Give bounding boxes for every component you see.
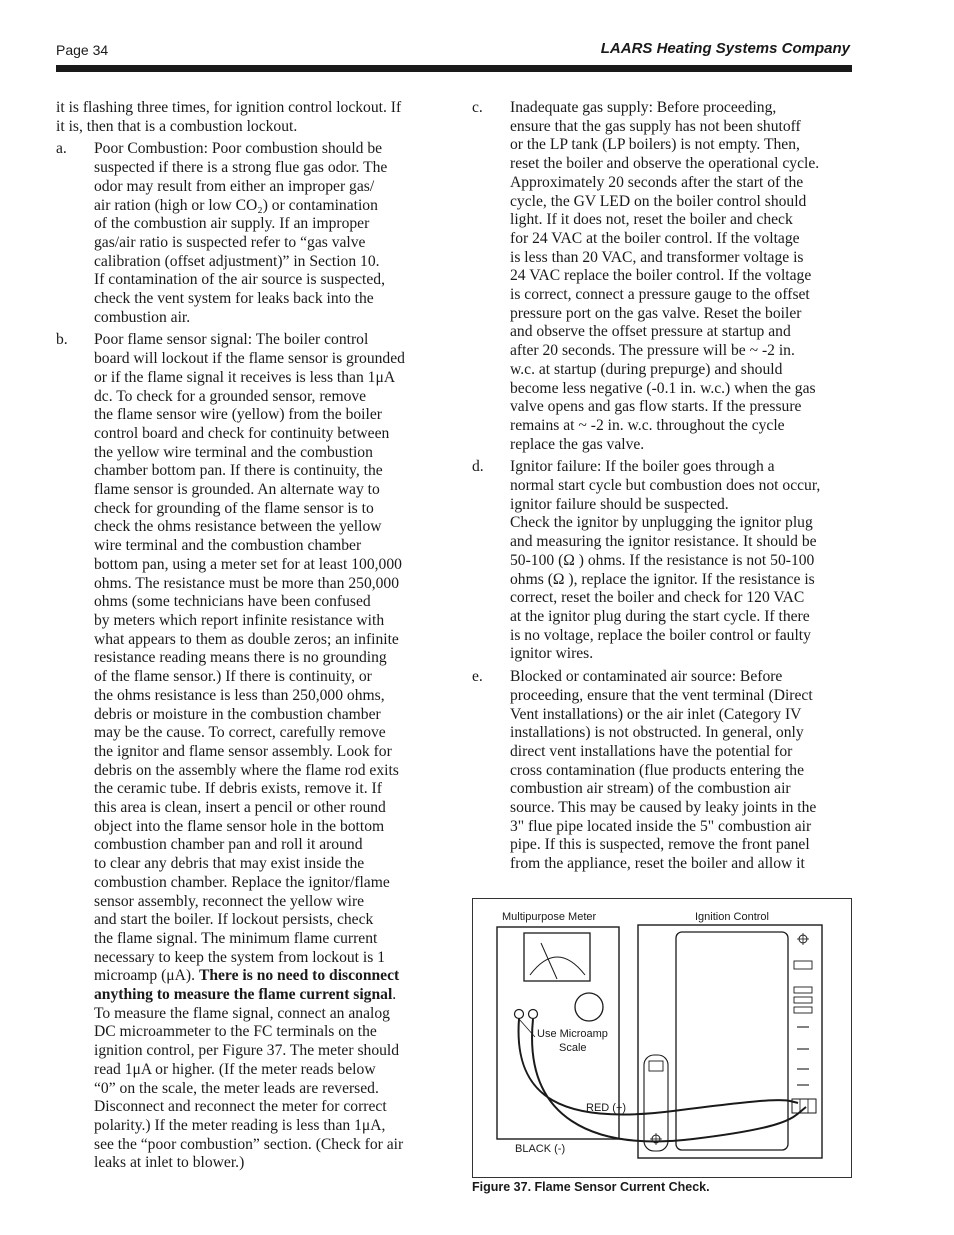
- black-lead-label: BLACK (-): [515, 1143, 566, 1155]
- text-line: sensor assembly, reconnect the yellow wire: [94, 892, 365, 910]
- text-line: Poor flame sensor signal: The boiler control: [94, 331, 369, 349]
- text-line: is less than 20 VAC, and transformer voltage is: [510, 248, 804, 266]
- text-line: this area is clean, insert a pencil or other round: [94, 799, 386, 817]
- page-number: Page 34: [56, 42, 109, 58]
- text-line: combustion air stream) of the combustion air: [510, 780, 791, 798]
- text-line: of the flame sensor.) If there is continuity, or: [94, 668, 372, 686]
- bold-note: anything to measure the flame current signal: [94, 986, 393, 1004]
- text-line: leaks at inlet to blower.): [94, 1154, 245, 1172]
- text-line: pressure port on the gas valve. Reset the boiler: [510, 304, 802, 322]
- text-line: ohms. The resistance must be more than 250,000: [94, 574, 400, 592]
- text-line: gas/air ratio is suspected refer to “gas valve: [94, 233, 366, 251]
- text-line: reset the boiler and observe the operational cycle.: [510, 155, 820, 173]
- text-line: flame sensor is grounded. An alternate way to: [94, 481, 380, 499]
- text-line: ignitor failure should be suspected.: [510, 495, 729, 513]
- text-line: normal start cycle but combustion does not occur,: [510, 477, 821, 495]
- figure-caption: Figure 37. Flame Sensor Current Check.: [472, 1180, 710, 1194]
- text-line: odor may result from either an improper gas/: [94, 177, 375, 195]
- meter-jack-black: [529, 1010, 538, 1019]
- figure-37-flame-sensor-current-check: [472, 898, 852, 1178]
- item-d-ignitor-failure: [472, 458, 854, 664]
- text-line: of the combustion air supply. If an improper: [94, 215, 370, 233]
- text-line: for 24 VAC at the boiler control. If the voltage: [510, 229, 800, 247]
- text-line: by meters which report infinite resistance with: [94, 611, 385, 629]
- text-line: resistance reading means there is no grounding: [94, 649, 387, 667]
- text-line: after 20 seconds. The pressure will be ~ -2 in.: [510, 342, 795, 360]
- text-line: “0” on the scale, the meter leads are reversed.: [94, 1079, 379, 1097]
- text-line: wire terminal and the combustion chamber: [94, 537, 362, 555]
- control-label: Ignition Control: [695, 911, 769, 923]
- red-lead-label: RED (+): [586, 1102, 627, 1114]
- intro-paragraph: [56, 99, 440, 136]
- meter-scale-arc: [530, 957, 585, 975]
- bold-note: There is no need to disconnect: [198, 967, 400, 985]
- text-line: the ceramic tube. If debris exists, remove it. If: [94, 780, 382, 798]
- text-line: necessary to keep the system from lockout is 1: [94, 948, 386, 966]
- text-line: the yellow wire terminal and the combustion: [94, 443, 373, 461]
- text-line: combustion chamber. Replace the ignitor/flame: [94, 873, 390, 891]
- fc-terminals: [792, 1099, 816, 1113]
- text-line: pipe. If this is suspected, remove the front panel: [510, 836, 810, 854]
- text-line: Ignitor failure: If the boiler goes through a: [510, 458, 775, 476]
- text-line: DC microammeter to the FC terminals on the: [94, 1023, 377, 1041]
- text-line: Blocked or contaminated air source: Before: [510, 668, 783, 686]
- text-line: ignition control, per Figure 37. The meter should: [94, 1042, 400, 1060]
- text-run: .: [392, 986, 397, 1004]
- text-line: light. If it does not, reset the boiler and check: [510, 211, 793, 229]
- terminal-block: [794, 997, 812, 1003]
- text-line: air ration (high or low CO₂) or contamination: [94, 196, 378, 214]
- text-line: remains at ~ -2 in. w.c. throughout the cycle: [510, 416, 785, 434]
- text-line: control board and check for continuity between: [94, 424, 390, 442]
- figure-diagram: [473, 899, 851, 1177]
- text-line: is no voltage, replace the boiler control or faulty: [510, 626, 811, 644]
- text-line: source. This may be caused by leaky joints in the: [510, 799, 817, 817]
- text-line: what appears to them as double zeros; an infinite: [94, 630, 399, 648]
- item-c-inadequate-gas-supply: [472, 99, 854, 454]
- text-line-with-bold: [94, 967, 440, 986]
- meter-needle: [541, 943, 557, 979]
- item-marker: a.: [56, 140, 67, 158]
- text-line: and start the boiler. If lockout persists, check: [94, 911, 374, 929]
- text-line: polarity.) If the meter reading is less than 1μA,: [94, 1116, 386, 1134]
- text-line: debris or moisture in the combustion chamber: [94, 705, 381, 723]
- item-b-poor-flame-sensor-signal: [56, 331, 440, 1173]
- text-line: check for grounding of the flame sensor is to: [94, 499, 374, 517]
- text-line: Vent installations) or the air inlet (Category IV: [510, 705, 802, 723]
- item-marker: d.: [472, 458, 484, 476]
- text-line: suspected if there is a strong flue gas odor. The: [94, 159, 388, 177]
- scale-label-line1: Use Microamp: [537, 1028, 608, 1040]
- text-line: it is, then that is a combustion lockout.: [56, 117, 298, 135]
- text-line: cycle, the GV LED on the boiler control should: [510, 192, 807, 210]
- text-line: chamber bottom pan. If there is continuity, the: [94, 462, 383, 480]
- text-line: the flame signal. The minimum flame current: [94, 929, 378, 947]
- scale-label-line2: Scale: [559, 1042, 587, 1054]
- text-line: bottom pan, using a meter set for at least 100,000: [94, 555, 402, 573]
- text-line: Poor Combustion: Poor combustion should be: [94, 140, 383, 158]
- text-line: combustion chamber pan and roll it around: [94, 836, 363, 854]
- text-line: board will lockout if the flame sensor is grounded: [94, 350, 405, 368]
- meter-label: Multipurpose Meter: [502, 911, 597, 923]
- text-line: the ignitor and flame sensor assembly. Look for: [94, 742, 392, 760]
- item-marker: c.: [472, 99, 483, 116]
- text-line: 24 VAC replace the boiler control. If the voltage: [510, 267, 812, 285]
- text-line: to clear any debris that may exist inside the: [94, 855, 365, 873]
- control-housing: [638, 925, 822, 1158]
- terminal-block: [794, 1007, 812, 1013]
- text-line: ohms (some technicians have been confused: [94, 593, 371, 611]
- text-line-with-bold: [94, 986, 440, 1005]
- company-header: LAARS Heating Systems Company: [600, 40, 850, 57]
- item-a-poor-combustion: [56, 140, 440, 327]
- text-line: at the ignitor plug during the start cycle. If there: [510, 607, 810, 625]
- text-line: see the “poor combustion” section. (Check for air: [94, 1135, 404, 1153]
- text-line: valve opens and gas flow starts. If the pressure: [510, 398, 802, 416]
- text-line: calibration (offset adjustment)” in Section 10.: [94, 252, 380, 270]
- text-line: from the appliance, reset the boiler and allow it: [510, 855, 805, 873]
- text-line: object into the flame sensor hole in the bottom: [94, 817, 385, 835]
- text-line: the flame sensor wire (yellow) from the boiler: [94, 406, 382, 424]
- right-column: [472, 99, 854, 878]
- text-line: or the LP tank (LP boilers) is not empty. Then,: [510, 136, 800, 154]
- text-line: it is flashing three times, for ignition control lockout. If: [56, 99, 402, 116]
- header-rule: [56, 65, 852, 72]
- text-line: and observe the offset pressure at startup and: [510, 323, 791, 341]
- control-led: [649, 1061, 663, 1071]
- text-line: correct, reset the boiler and check for 120 VAC: [510, 589, 805, 607]
- terminal-block: [794, 987, 812, 993]
- text-line: debris on the assembly where the flame rod exits: [94, 761, 399, 779]
- text-line: ignitor wires.: [510, 645, 594, 663]
- terminal-block: [794, 961, 812, 969]
- control-board: [676, 932, 788, 1150]
- text-line: Approximately 20 seconds after the start of the: [510, 173, 804, 191]
- text-line: and measuring the ignitor resistance. It should be: [510, 533, 817, 551]
- text-line: Inadequate gas supply: Before proceeding,: [510, 99, 777, 116]
- text-line: 3" flue pipe located inside the 5" combustion air: [510, 817, 812, 835]
- text-line: w.c. at startup (during prepurge) and should: [510, 360, 783, 378]
- text-line: replace the gas valve.: [510, 435, 645, 453]
- text-line: dc. To check for a grounded sensor, remove: [94, 387, 367, 405]
- text-line: direct vent installations have the potential for: [510, 742, 793, 760]
- text-line: installations) is not obstructed. In general, only: [510, 724, 804, 742]
- text-line: Check the ignitor by unplugging the ignitor plug: [510, 514, 813, 532]
- text-line: If contamination of the air source is suspected,: [94, 271, 385, 289]
- text-line: 50-100 (Ω ) ohms. If the resistance is not 50-100: [510, 551, 815, 569]
- text-line: ensure that the gas supply has not been shutoff: [510, 117, 801, 135]
- text-line: cross contamination (flue products entering the: [510, 761, 805, 779]
- meter-knob-icon: [575, 993, 603, 1021]
- text-line: may be the cause. To correct, carefully remove: [94, 724, 386, 742]
- text-line: combustion air.: [94, 308, 191, 326]
- text-line: ohms (Ω ), replace the ignitor. If the resistance is: [510, 570, 815, 588]
- item-e-blocked-air-source: [472, 668, 854, 874]
- text-run: microamp (μA).: [94, 967, 199, 985]
- meter-jack-red: [515, 1010, 524, 1019]
- left-column: [56, 99, 440, 1177]
- text-line: read 1μA or higher. (If the meter reads below: [94, 1060, 376, 1078]
- text-line: become less negative (-0.1 in. w.c.) when the gas: [510, 379, 816, 397]
- text-line: or if the flame signal it receives is less than 1μA: [94, 368, 396, 386]
- text-line: the ohms resistance is less than 250,000 ohms,: [94, 686, 385, 704]
- item-marker: b.: [56, 331, 68, 349]
- text-line: To measure the flame signal, connect an analog: [94, 1004, 390, 1022]
- text-line: check the vent system for leaks back into the: [94, 290, 374, 308]
- text-line: check the ohms resistance between the yellow: [94, 518, 382, 536]
- text-line: Disconnect and reconnect the meter for correct: [94, 1098, 387, 1116]
- text-line: proceeding, ensure that the vent terminal (Direct: [510, 686, 813, 704]
- item-marker: e.: [472, 668, 483, 686]
- text-line: is correct, connect a pressure gauge to the offset: [510, 286, 810, 304]
